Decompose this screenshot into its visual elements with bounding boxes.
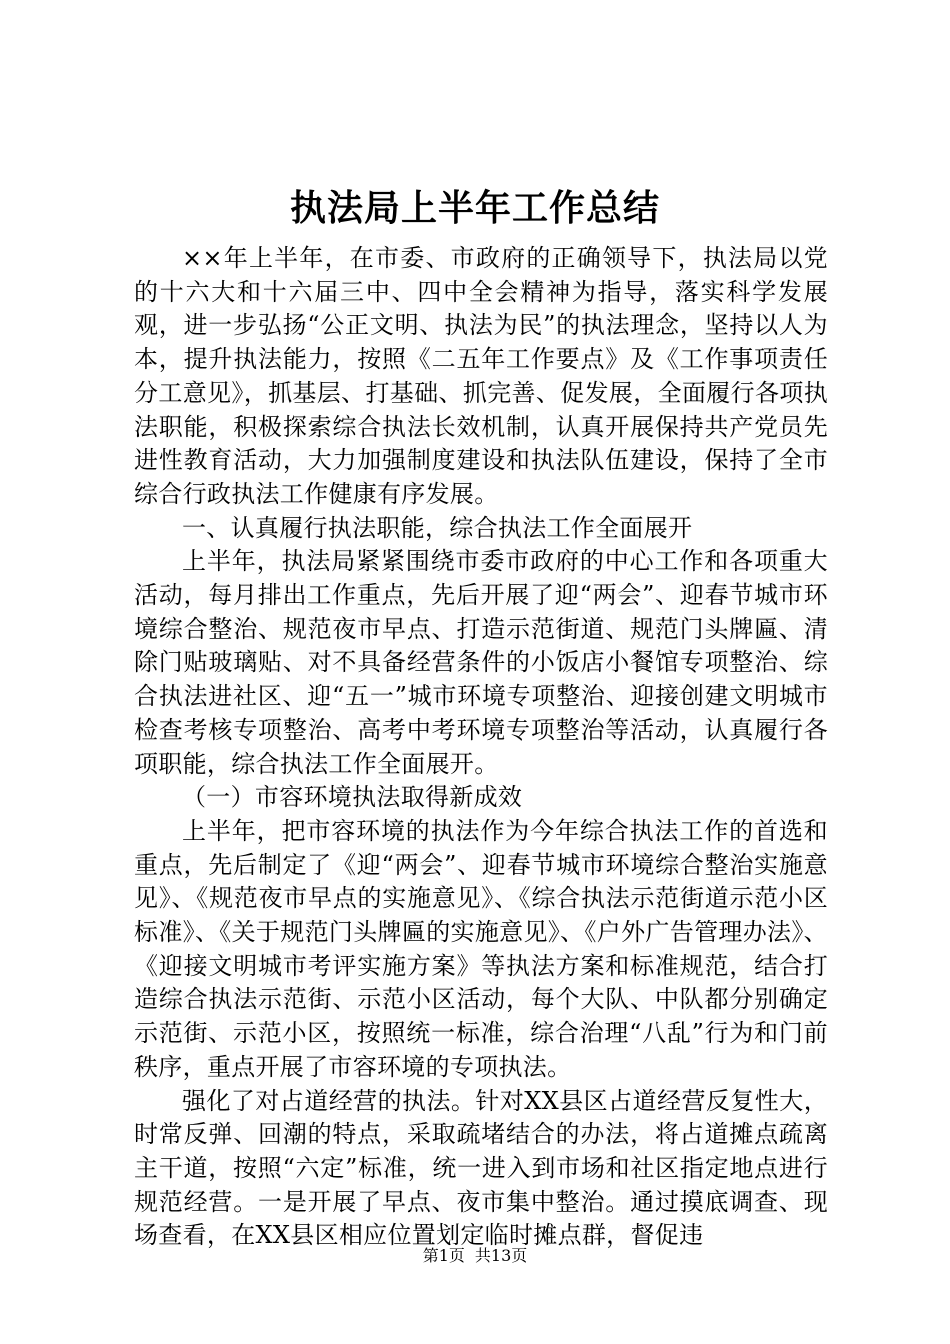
- intro-paragraph: ××年上半年，在市委、市政府的正确领导下，执法局以党的十六大和十六届三中、四中全会精神为指导，落实科学发展观，进一步弘扬“公正文明、执法为民”的执法理念，坚持以人为本，提升执法能力，按照《二五年工作要点》及《工作事项责任分工意见》，抓基层、打基础、抓完善、促发展，全面履行各项执法职能，积极探索综合执法长效机制，认真开展保持共产党员先进性教育活动，大力加强制度建设和执法队伍建设，保持了全市综合行政执法工作健康有序发展。: [134, 244, 828, 508]
- subsection-1-paragraph: 上半年，把市容环境的执法作为今年综合执法工作的首选和重点，先后制定了《迎“两会”、迎春节城市环境综合整治实施意见》、《规范夜市早点的实施意见》、《综合执法示范街道示范小区标准》、《关于规范门头牌匾的实施意见》、《户外广告管理办法》、《迎接文明城市考评实施方案》等执法方案和标准规范，结合打造综合执法示范街、示范小区活动，每个大队、中队都分别确定示范街、示范小区，按照统一标准，综合治理“八乱”行为和门前秩序，重点开展了市容环境的专项执法。: [134, 816, 828, 1081]
- subsection-heading-1: （一）市容环境执法取得新成效: [182, 783, 523, 812]
- page-total: 共13页: [474, 1246, 528, 1265]
- occupation-paragraph: 强化了对占道经营的执法。针对XX县区占道经营反复性大，时常反弹、回潮的特点，采取疏堵结合的办法，将占道摊点疏离主干道，按照“六定”标准，统一进入到市场和社区指定地点进行规范经营。一是开展了早点、夜市集中整治。通过摸底调查、现场查看，在XX县区相应位置划定临时摊点群，督促违: [134, 1086, 828, 1250]
- document-body: [134, 242, 828, 1253]
- section-1-paragraph: 上半年，执法局紧紧围绕市委市政府的中心工作和各项重大活动，每月排出工作重点，先后开展了迎“两会”、迎春节城市环境综合整治、规范夜市早点、打造示范街道、规范门头牌匾、清除门贴玻璃贴、对不具备经营条件的小饭店小餐馆专项整治、综合执法进社区、迎“五一”城市环境专项整治、迎接创建文明城市检查考核专项整治、高考中考环境专项整治等活动，认真履行各项职能，综合执法工作全面展开。: [134, 547, 828, 778]
- document-title: 执法局上半年工作总结: [289, 187, 660, 229]
- page-number: 第1页: [422, 1246, 465, 1265]
- page-footer: [0, 1245, 950, 1267]
- section-heading-1: 一、认真履行执法职能，综合执法工作全面展开: [182, 513, 693, 542]
